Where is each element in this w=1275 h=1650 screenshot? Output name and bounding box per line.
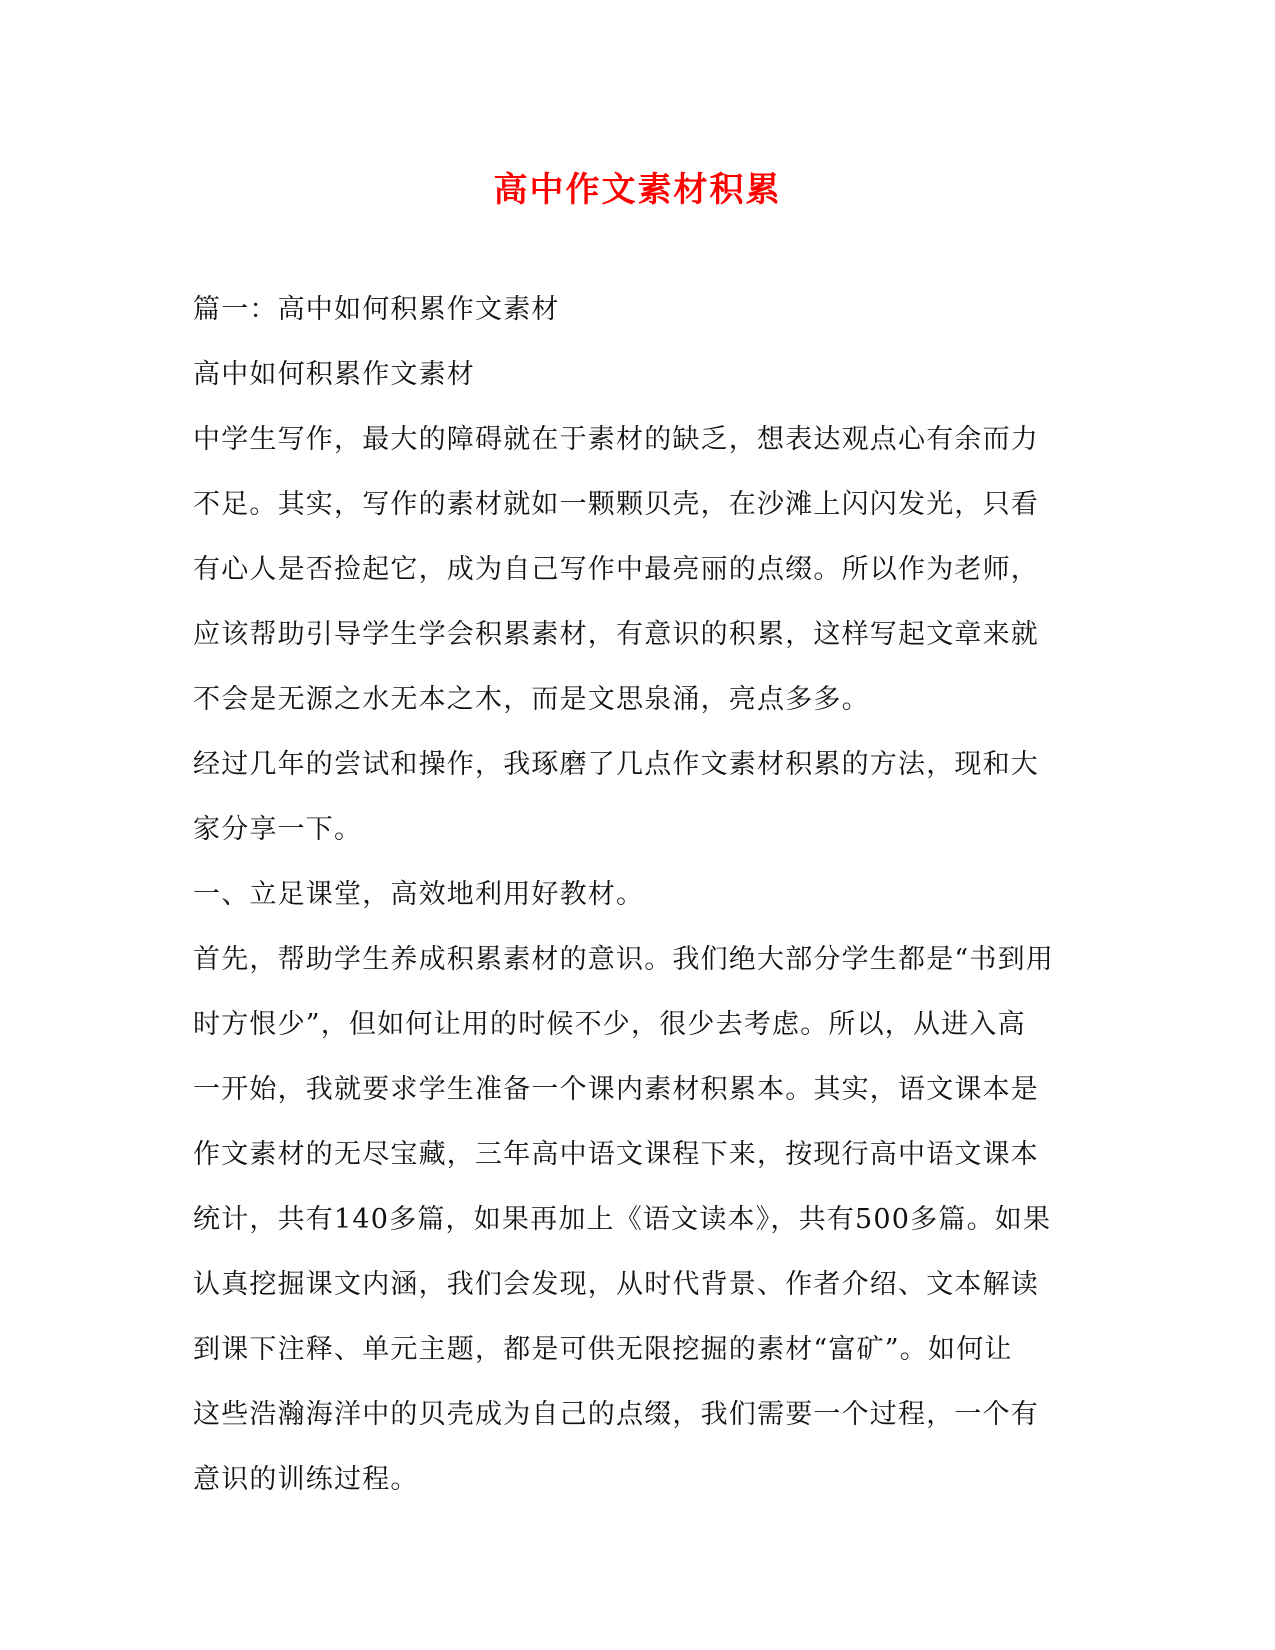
- paragraph-line: 意识的训练过程。: [193, 1464, 419, 1495]
- paragraph-line: 这些浩瀚海洋中的贝壳成为自己的点缀，我们需要一个过程，一个有: [193, 1399, 1039, 1430]
- paragraph-line: 应该帮助引导学生学会积累素材，有意识的积累，这样写起文章来就: [193, 619, 1039, 650]
- paragraph-line: 时方恨少”，但如何让用的时候不少，很少去考虑。所以，从进入高: [193, 1009, 1026, 1040]
- paragraph-line: 到课下注释、单元主题，都是可供无限挖掘的素材“富矿”。如何让: [193, 1334, 1013, 1365]
- subheading: 高中如何积累作文素材: [193, 359, 475, 390]
- document-title: 高中作文素材积累: [493, 170, 782, 210]
- paragraph-line: 统计，共有140多篇，如果再加上《语文读本》，共有500多篇。如果: [193, 1204, 1052, 1235]
- paragraph-line: 首先，帮助学生养成积累素材的意识。我们绝大部分学生都是“书到用: [193, 944, 1055, 975]
- section-point-heading: 一、立足课堂，高效地利用好教材。: [193, 879, 645, 910]
- paragraph-line: 中学生写作，最大的障碍就在于素材的缺乏，想表达观点心有余而力: [193, 424, 1039, 455]
- paragraph-line: 不足。其实，写作的素材就如一颗颗贝壳，在沙滩上闪闪发光，只看: [193, 489, 1039, 520]
- paragraph-line: 不会是无源之水无本之木，而是文思泉涌，亮点多多。: [193, 684, 870, 715]
- paragraph-line: 有心人是否捡起它，成为自己写作中最亮丽的点缀。所以作为老师，: [193, 554, 1039, 585]
- document-body: [193, 277, 1071, 1512]
- paragraph-line: 一开始，我就要求学生准备一个课内素材积累本。其实，语文课本是: [193, 1074, 1039, 1105]
- paragraph-line: 经过几年的尝试和操作，我琢磨了几点作文素材积累的方法，现和大: [193, 749, 1039, 780]
- paragraph-line: 认真挖掘课文内涵，我们会发现，从时代背景、作者介绍、文本解读: [193, 1269, 1039, 1300]
- section-heading: 篇一：高中如何积累作文素材: [193, 294, 560, 325]
- paragraph-line: 家分享一下。: [193, 814, 363, 845]
- paragraph-line: 作文素材的无尽宝藏，三年高中语文课程下来，按现行高中语文课本: [193, 1139, 1039, 1170]
